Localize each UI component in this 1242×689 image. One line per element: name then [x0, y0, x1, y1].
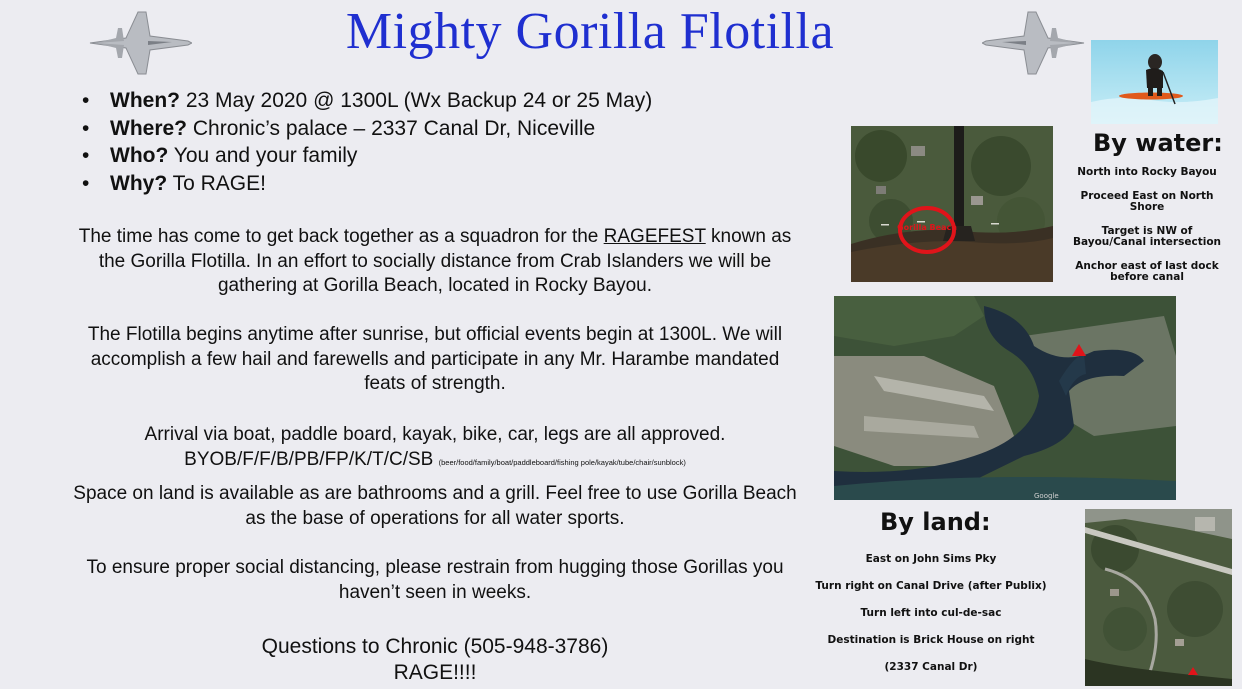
map-credit: Google [1034, 492, 1059, 500]
list-item: Turn left into cul-de-sac [860, 607, 1002, 619]
event-details-list [82, 87, 652, 197]
paddleboard-photo [1091, 40, 1218, 124]
by-land-heading: By land: [880, 508, 991, 536]
list-item: • Where? Chronic’s palace – 2337 Canal Dr, Niceville [82, 115, 652, 143]
arrival-paragraph: Arrival via boat, paddle board, kayak, bike, car, legs are all approved. BYOB/F/F/B/PB/FP/K/T/C/SB (beer/food/family/boat/paddleboard/fishing pole/kayak/tube/chair/sunblock) [144, 424, 726, 470]
list-item: East on John Sims Pky [865, 553, 997, 565]
contact-info: Questions to Chronic (505-948-3786) RAGE!!!! [261, 635, 609, 684]
by-water-heading: By water: [1093, 129, 1223, 157]
fighter-jet-icon-right [982, 8, 1086, 78]
list-item: • Who? You and your family [82, 142, 652, 170]
list-item: Proceed East on North Shore [1080, 190, 1214, 213]
list-item: Turn right on Canal Drive (after Publix) [815, 580, 1047, 592]
land-route-map [1085, 509, 1232, 686]
intro-paragraph: The time has come to get back together as a squadron for the RAGEFEST known as the Gorilla Flotilla. In an effort to socially distance from Crab Islanders we will be gathering at Gorilla Beach, located in Rocky Bayou. [78, 226, 792, 296]
list-item: • Why? To RAGE! [82, 170, 652, 198]
page-title: Mighty Gorilla Flotilla [345, 3, 835, 60]
list-item: Destination is Brick House on right [827, 634, 1035, 646]
schedule-paragraph: The Flotilla begins anytime after sunrise, but official events begin at 1300L. We will accomplish a few hail and farewells and participate in any Mr. Harambe mandated feats of strength. [87, 324, 783, 394]
gorilla-beach-map-label: Gorilla Beach [897, 223, 957, 232]
list-item: • When? 23 May 2020 @ 1300L (Wx Backup 24 or 25 May) [82, 87, 652, 115]
list-item: (2337 Canal Dr) [884, 661, 978, 673]
fighter-jet-icon-left [88, 8, 192, 78]
list-item: Anchor east of last dock before canal [1075, 260, 1219, 283]
ragefest-link: RAGEFEST [603, 226, 706, 247]
list-item: North into Rocky Bayou [1077, 166, 1217, 178]
list-item: Target is NW of Bayou/Canal intersection [1072, 225, 1222, 248]
water-route-map [851, 126, 1053, 282]
by-land-steps [806, 554, 1056, 689]
area-overview-map [834, 296, 1176, 500]
distancing-paragraph: To ensure proper social distancing, please restrain from hugging those Gorillas you haven’t seen in weeks. [86, 557, 784, 603]
by-water-steps [1064, 167, 1230, 296]
facilities-paragraph: Space on land is available as are bathrooms and a grill. Feel free to use Gorilla Beach as the base of operations for all water sports. [73, 483, 797, 529]
